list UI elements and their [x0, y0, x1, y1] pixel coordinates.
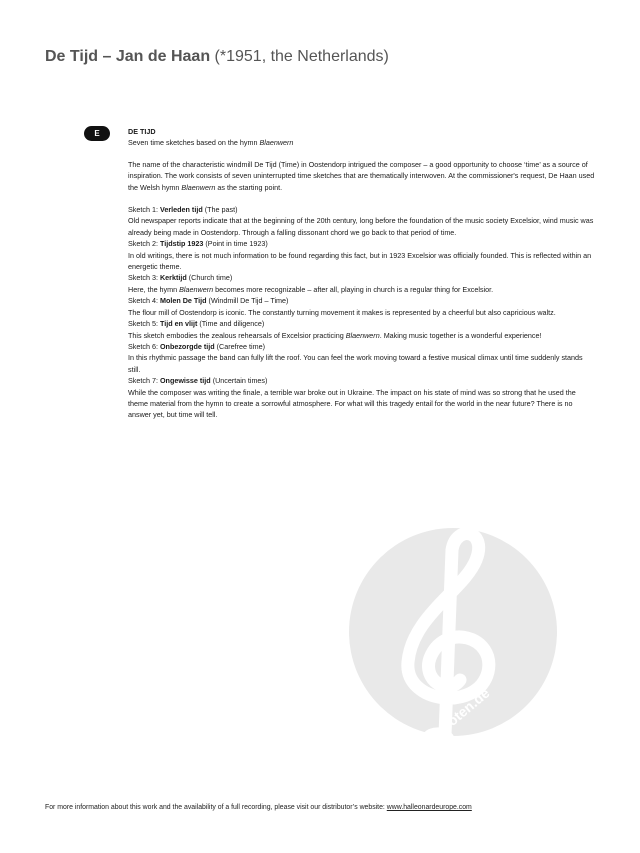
language-badge: E — [84, 126, 110, 141]
distributor-link[interactable]: www.halleonardeurope.com — [386, 804, 472, 811]
hymn-name: Blaenwern — [181, 182, 216, 192]
sketch-title: Molen De Tijd — [159, 296, 207, 306]
sketch-5 — [128, 318, 595, 341]
page-title: De Tijd – Jan de Haan — [45, 48, 211, 65]
hymn-name: Blaenwern — [345, 330, 380, 340]
sketch-text: In this rhythmic passage the band can fully lift the roof. You can feel the work moving toward a festive musical climax until time suddenly stands still. — [128, 353, 583, 374]
sketch-7 — [128, 375, 595, 421]
sketch-title: Onbezorgde tijd — [159, 341, 215, 351]
sketch-text: In old writings, there is not much information to be found regarding this fact, but in 1923 Excelsior was officially founded. This is reflected within an energetic theme. — [128, 250, 592, 272]
sketch-label: Sketch 1: — [128, 205, 160, 215]
footer-text: For more information about this work and the availability of a full recording, please visit our distributor’s website: — [45, 804, 387, 811]
sketch-translation: (Windmill De Tijd – Time) — [206, 296, 289, 306]
sketch-2 — [128, 238, 595, 272]
sketch-title: Verleden tijd — [159, 205, 203, 215]
section-heading: DE TIJD — [128, 127, 156, 136]
sketch-list — [128, 204, 595, 421]
section-subtitle: Seven time sketches based on the hymn Blaenwern — [128, 138, 294, 148]
sketch-4 — [128, 295, 595, 318]
watermark-treble-clef-icon — [348, 512, 558, 782]
sketch-translation: (Point in time 1923) — [203, 239, 268, 249]
sketch-text: Old newspaper reports indicate that at the beginning of the 20th century, long before the foundation of the music society Excelsior, wind music was already being made in Oostendorp. Through a falling dissonant chord we go back to that period of time. — [128, 216, 594, 237]
sketch-translation: (Uncertain times) — [210, 376, 268, 386]
sketch-text-end: becomes more recognizable – after all, playing in church is a regular thing for Excelsior. — [213, 284, 494, 294]
sketch-label: Sketch 2: — [128, 239, 160, 249]
intro-paragraph: The name of the characteristic windmill De Tijd (Time) in Oostendorp intrigued the composer – a good opportunity to choose ‘time’ as a source of inspiration. The work consists of seven uninterrupted time sketches that are thematically interwoven. At the commissioner's request, De Haan used the Welsh hymn Blaenwern as the starting point. — [128, 159, 595, 192]
sketch-translation: (Church time) — [186, 273, 233, 283]
sketch-label: Sketch 7: — [128, 376, 160, 386]
sketch-3 — [128, 272, 595, 295]
sketch-label: Sketch 5: — [128, 319, 160, 329]
program-notes — [128, 126, 595, 421]
sketch-title: Kerktijd — [159, 273, 187, 283]
sketch-title: Ongewisse tijd — [159, 376, 211, 386]
sketch-label: Sketch 3: — [128, 273, 160, 283]
sketch-text: While the composer was writing the finale, a terrible war broke out in Ukraine. The impact on his state of mind was so strong that he used the theme material from the hymn to create a sorrowful atmosphere. For what will this tragedy entail for the world in the near future? There is no answer yet, but time will tell. — [128, 387, 576, 420]
sketch-title: Tijdstip 1923 — [159, 239, 204, 249]
sketch-6 — [128, 341, 595, 375]
sketch-label: Sketch 4: — [128, 296, 160, 306]
page-header — [45, 48, 389, 66]
sketch-text: This sketch embodies the zealous rehearsals of Excelsior practicing — [128, 330, 346, 340]
watermark-text: alle-noten.de — [416, 684, 493, 753]
sketch-label: Sketch 6: — [128, 341, 160, 351]
sketch-translation: (Carefree time) — [214, 341, 265, 351]
sketch-translation: (The past) — [202, 205, 238, 215]
hymn-name: Blaenwern — [259, 138, 294, 148]
footer-note — [45, 804, 605, 811]
sketch-text: The flour mill of Oostendorp is iconic. The constantly turning movement it makes is represented by a cheerful but also capricious waltz. — [128, 307, 556, 317]
sketch-title: Tijd en vlijt — [159, 319, 198, 329]
hymn-name: Blaenwern — [179, 284, 214, 294]
sketch-text-end: . Making music together is a wonderful experience! — [379, 330, 542, 340]
page-subtitle: (*1951, the Netherlands) — [214, 48, 389, 65]
sketch-text: Here, the hymn — [128, 284, 180, 294]
sketch-1 — [128, 204, 595, 238]
sketch-translation: (Time and diligence) — [197, 319, 265, 329]
